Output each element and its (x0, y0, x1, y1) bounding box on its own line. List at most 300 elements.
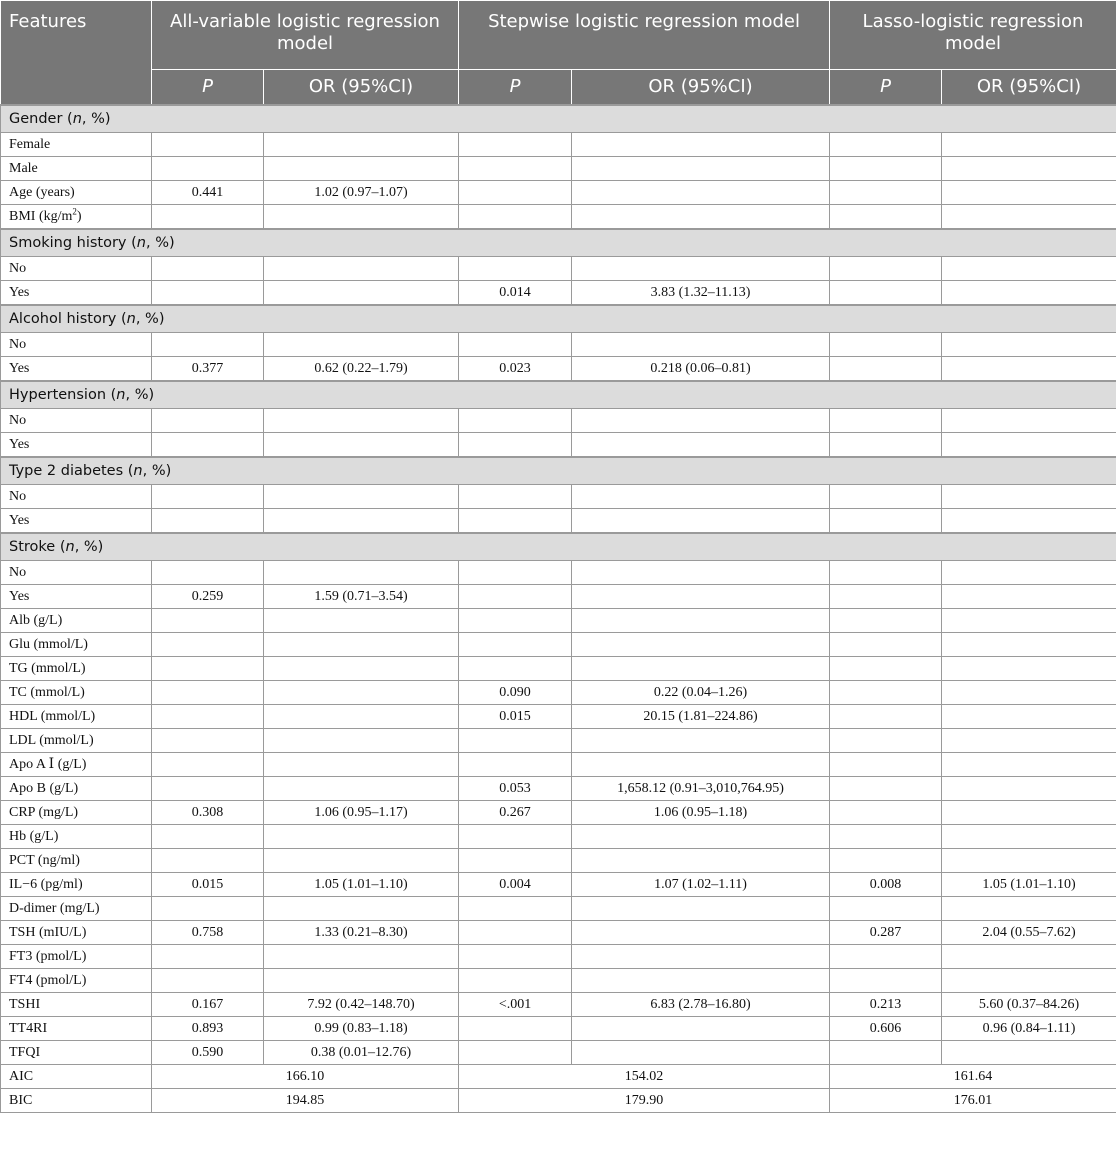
group-header-row (1, 381, 1116, 409)
metric-value-cell: 179.90 (459, 1089, 830, 1113)
p-value-cell (152, 133, 264, 157)
row-label (1, 485, 152, 509)
table-row (1, 873, 1116, 897)
p-value-cell (459, 133, 572, 157)
p-value-cell (830, 729, 942, 753)
row-label-text: Yes (9, 360, 30, 376)
p-value-cell (459, 921, 572, 945)
row-label-text: PCT (ng/ml) (9, 852, 80, 868)
table-row (1, 257, 1116, 281)
or-value-cell (572, 849, 830, 873)
row-label (1, 1065, 152, 1089)
table-row (1, 993, 1116, 1017)
or-header: OR (95%CI) (264, 70, 459, 106)
table-row (1, 633, 1116, 657)
row-label (1, 561, 152, 585)
row-label (1, 921, 152, 945)
p-value-cell (152, 777, 264, 801)
row-label-text: Yes (9, 588, 30, 604)
or-value-cell (264, 633, 459, 657)
or-value-cell: 2.04 (0.55–7.62) (942, 921, 1116, 945)
or-value-cell (264, 485, 459, 509)
row-label (1, 873, 152, 897)
row-label-text: Age (years) (9, 184, 75, 200)
or-value-cell: 1.59 (0.71–3.54) (264, 585, 459, 609)
p-value-cell (152, 433, 264, 458)
group-label (1, 533, 1116, 561)
or-value-cell (942, 133, 1116, 157)
or-value-cell (572, 897, 830, 921)
row-label (1, 729, 152, 753)
row-label-text: Yes (9, 284, 30, 300)
row-label-text: Type 2 diabetes ( (9, 463, 134, 479)
or-value-cell (942, 357, 1116, 382)
p-value-cell (830, 681, 942, 705)
row-label (1, 657, 152, 681)
or-value-cell (572, 433, 830, 458)
row-label (1, 705, 152, 729)
or-value-cell (942, 281, 1116, 306)
table-row (1, 705, 1116, 729)
or-value-cell: 1.33 (0.21–8.30) (264, 921, 459, 945)
p-value-cell (459, 561, 572, 585)
or-value-cell (942, 509, 1116, 534)
table-row (1, 729, 1116, 753)
row-label (1, 433, 152, 458)
p-header-label: P (202, 76, 213, 97)
p-value-cell (459, 945, 572, 969)
p-value-cell: 0.267 (459, 801, 572, 825)
row-label-text: Smoking history ( (9, 235, 137, 251)
row-label (1, 585, 152, 609)
or-value-cell (942, 181, 1116, 205)
table-row (1, 801, 1116, 825)
or-value-cell (264, 753, 459, 777)
p-value-cell: 0.008 (830, 873, 942, 897)
group-header-row (1, 305, 1116, 333)
p-value-cell (152, 825, 264, 849)
or-value-cell (264, 333, 459, 357)
table-row (1, 849, 1116, 873)
table-row (1, 681, 1116, 705)
or-value-cell (942, 485, 1116, 509)
table-row (1, 281, 1116, 306)
or-value-cell (572, 729, 830, 753)
or-value-cell (264, 729, 459, 753)
row-label-text: TSHI (9, 996, 41, 1012)
p-value-cell (152, 945, 264, 969)
or-value-cell (264, 897, 459, 921)
or-value-cell (942, 657, 1116, 681)
or-value-cell (572, 133, 830, 157)
row-label-italic: n (126, 311, 136, 327)
row-label-text: Yes (9, 436, 30, 452)
or-value-cell (264, 205, 459, 230)
or-value-cell (572, 1041, 830, 1065)
or-value-cell (264, 969, 459, 993)
p-value-cell (830, 801, 942, 825)
p-value-cell: 0.287 (830, 921, 942, 945)
row-label-text: BIC (9, 1092, 33, 1108)
p-value-cell (459, 969, 572, 993)
row-label-text: TFQI (9, 1044, 41, 1060)
p-value-cell (459, 433, 572, 458)
row-label (1, 825, 152, 849)
or-value-cell (942, 897, 1116, 921)
group-header-row (1, 105, 1116, 133)
or-value-cell (942, 585, 1116, 609)
p-value-cell (830, 633, 942, 657)
or-value-cell (572, 609, 830, 633)
or-value-cell (572, 333, 830, 357)
row-label-text: No (9, 564, 27, 580)
p-header (830, 70, 942, 106)
table-row (1, 585, 1116, 609)
table-row (1, 945, 1116, 969)
group-label (1, 457, 1116, 485)
row-label-suffix: , %) (145, 235, 175, 251)
or-value-cell (942, 945, 1116, 969)
row-label-italic: n (116, 387, 126, 403)
row-label-text: Male (9, 160, 38, 176)
or-value-cell (572, 561, 830, 585)
p-value-cell: 0.015 (459, 705, 572, 729)
or-value-cell (572, 753, 830, 777)
row-label (1, 181, 152, 205)
p-value-cell (152, 609, 264, 633)
row-label-text: Alcohol history ( (9, 311, 127, 327)
row-label-text: FT3 (pmol/L) (9, 948, 87, 964)
or-value-cell (942, 157, 1116, 181)
row-label-text: Apo A Ⅰ (g/L) (9, 757, 87, 772)
p-value-cell: 0.758 (152, 921, 264, 945)
table-row (1, 897, 1116, 921)
p-value-cell (459, 257, 572, 281)
table-row (1, 181, 1116, 205)
all-variable-model-header: All-variable logistic regression model (152, 1, 459, 70)
row-label-text: LDL (mmol/L) (9, 732, 94, 748)
p-value-cell (459, 409, 572, 433)
or-value-cell: 1.06 (0.95–1.18) (572, 801, 830, 825)
p-value-cell: 0.259 (152, 585, 264, 609)
p-value-cell (459, 633, 572, 657)
p-value-cell: 0.014 (459, 281, 572, 306)
p-value-cell (830, 753, 942, 777)
p-value-cell: <.001 (459, 993, 572, 1017)
row-label-text: Yes (9, 512, 30, 528)
table-row (1, 333, 1116, 357)
or-value-cell (572, 205, 830, 230)
or-value-cell (572, 657, 830, 681)
row-label (1, 897, 152, 921)
or-value-cell (942, 633, 1116, 657)
or-value-cell: 0.38 (0.01–12.76) (264, 1041, 459, 1065)
row-label-text: FT4 (pmol/L) (9, 972, 87, 988)
p-header (152, 70, 264, 106)
or-value-cell: 1.02 (0.97–1.07) (264, 181, 459, 205)
p-value-cell (830, 945, 942, 969)
group-label (1, 305, 1116, 333)
or-value-cell (572, 509, 830, 534)
row-label-text: No (9, 260, 27, 276)
or-value-cell (942, 801, 1116, 825)
or-value-cell (264, 281, 459, 306)
row-label-text: Female (9, 136, 51, 152)
or-value-cell (942, 1041, 1116, 1065)
row-label (1, 409, 152, 433)
p-value-cell (459, 897, 572, 921)
or-header: OR (95%CI) (572, 70, 830, 106)
or-value-cell (264, 257, 459, 281)
or-value-cell: 0.218 (0.06–0.81) (572, 357, 830, 382)
row-label-text: No (9, 488, 27, 504)
group-header-row (1, 533, 1116, 561)
metric-row (1, 1065, 1116, 1089)
or-value-cell: 0.62 (0.22–1.79) (264, 357, 459, 382)
metric-value-cell: 166.10 (152, 1065, 459, 1089)
row-label-text: No (9, 336, 27, 352)
p-value-cell (830, 257, 942, 281)
or-value-cell (264, 777, 459, 801)
or-value-cell (942, 825, 1116, 849)
metric-row (1, 1089, 1116, 1113)
p-value-cell: 0.606 (830, 1017, 942, 1041)
row-label-text: No (9, 412, 27, 428)
table-header (1, 1, 1116, 106)
p-value-cell (152, 849, 264, 873)
metric-value-cell: 194.85 (152, 1089, 459, 1113)
p-value-cell (830, 205, 942, 230)
p-value-cell: 0.015 (152, 873, 264, 897)
or-value-cell (264, 825, 459, 849)
row-label-text: TC (mmol/L) (9, 684, 85, 700)
row-label-text: Apo B (g/L) (9, 780, 79, 796)
or-value-cell (264, 133, 459, 157)
p-value-cell (152, 409, 264, 433)
p-value-cell (459, 181, 572, 205)
or-value-cell (572, 257, 830, 281)
row-label-italic: n (72, 111, 82, 127)
table-row (1, 921, 1116, 945)
p-value-cell (830, 585, 942, 609)
or-value-cell (942, 849, 1116, 873)
p-value-cell (459, 485, 572, 509)
table-row (1, 1041, 1116, 1065)
p-value-cell (152, 753, 264, 777)
row-label-suffix: , %) (74, 539, 104, 555)
p-value-cell (152, 157, 264, 181)
p-value-cell: 0.023 (459, 357, 572, 382)
p-value-cell (152, 205, 264, 230)
or-value-cell (942, 681, 1116, 705)
or-value-cell (264, 945, 459, 969)
or-value-cell (264, 433, 459, 458)
or-value-cell: 3.83 (1.32–11.13) (572, 281, 830, 306)
row-label (1, 777, 152, 801)
p-value-cell (152, 561, 264, 585)
p-value-cell: 0.590 (152, 1041, 264, 1065)
or-value-cell (942, 609, 1116, 633)
row-label-text: AIC (9, 1068, 34, 1084)
table-row (1, 409, 1116, 433)
p-value-cell (152, 705, 264, 729)
or-value-cell: 5.60 (0.37–84.26) (942, 993, 1116, 1017)
p-value-cell: 0.308 (152, 801, 264, 825)
or-value-cell (572, 181, 830, 205)
p-value-cell: 0.053 (459, 777, 572, 801)
metric-value-cell: 161.64 (830, 1065, 1116, 1089)
or-value-cell (942, 205, 1116, 230)
row-label (1, 969, 152, 993)
row-label-italic: n (133, 463, 143, 479)
or-value-cell: 6.83 (2.78–16.80) (572, 993, 830, 1017)
or-value-cell (572, 409, 830, 433)
row-label (1, 993, 152, 1017)
table-row (1, 753, 1116, 777)
p-value-cell (830, 333, 942, 357)
table-row (1, 433, 1116, 458)
or-value-cell (264, 657, 459, 681)
table-row (1, 357, 1116, 382)
row-label-italic: n (136, 235, 146, 251)
table-body (1, 105, 1116, 1113)
row-label (1, 281, 152, 306)
p-value-cell (830, 777, 942, 801)
p-value-cell (152, 969, 264, 993)
p-value-cell: 0.213 (830, 993, 942, 1017)
table-row (1, 561, 1116, 585)
row-label-text: Alb (g/L) (9, 612, 63, 628)
or-value-cell: 0.96 (0.84–1.11) (942, 1017, 1116, 1041)
row-label (1, 609, 152, 633)
or-value-cell (572, 485, 830, 509)
row-label (1, 849, 152, 873)
group-header-row (1, 229, 1116, 257)
row-label-text: IL−6 (pg/ml) (9, 876, 83, 892)
row-label-suffix: , %) (135, 311, 165, 327)
p-value-cell (459, 509, 572, 534)
row-label-text: Glu (mmol/L) (9, 636, 88, 652)
p-value-cell (152, 281, 264, 306)
or-value-cell (264, 609, 459, 633)
row-label-suffix: ) (76, 208, 82, 224)
or-value-cell (264, 561, 459, 585)
row-label (1, 945, 152, 969)
row-label-text: TG (mmol/L) (9, 660, 86, 676)
p-value-cell (830, 657, 942, 681)
or-value-cell: 7.92 (0.42–148.70) (264, 993, 459, 1017)
p-value-cell (830, 409, 942, 433)
row-label (1, 133, 152, 157)
p-value-cell (459, 657, 572, 681)
row-label-text: CRP (mg/L) (9, 804, 79, 820)
or-value-cell (264, 509, 459, 534)
p-value-cell (152, 729, 264, 753)
metric-value-cell: 176.01 (830, 1089, 1116, 1113)
table-row (1, 609, 1116, 633)
table-row (1, 657, 1116, 681)
p-header-label: P (509, 76, 521, 97)
or-value-cell: 20.15 (1.81–224.86) (572, 705, 830, 729)
p-value-cell (459, 157, 572, 181)
row-label-superscript: 2 (72, 205, 77, 216)
or-value-cell (572, 945, 830, 969)
p-value-cell (459, 585, 572, 609)
p-value-cell (152, 257, 264, 281)
table-row (1, 825, 1116, 849)
p-value-cell (152, 657, 264, 681)
or-value-cell: 1.05 (1.01–1.10) (942, 873, 1116, 897)
p-value-cell: 0.441 (152, 181, 264, 205)
row-label (1, 1017, 152, 1041)
or-value-cell (572, 921, 830, 945)
table-row (1, 1017, 1116, 1041)
p-value-cell (830, 1041, 942, 1065)
or-value-cell (942, 561, 1116, 585)
row-label-text: TSH (mIU/L) (9, 924, 87, 940)
group-label (1, 105, 1116, 133)
p-value-cell: 0.004 (459, 873, 572, 897)
p-value-cell: 0.893 (152, 1017, 264, 1041)
or-value-cell (264, 681, 459, 705)
table-row (1, 969, 1116, 993)
p-value-cell (459, 1017, 572, 1041)
p-value-cell: 0.167 (152, 993, 264, 1017)
or-header: OR (95%CI) (942, 70, 1116, 106)
p-header-label: P (880, 76, 891, 97)
p-value-cell (830, 357, 942, 382)
p-value-cell (459, 825, 572, 849)
p-value-cell (830, 433, 942, 458)
p-value-cell (152, 681, 264, 705)
row-label-italic: n (65, 539, 75, 555)
or-value-cell (264, 409, 459, 433)
row-label (1, 205, 152, 230)
or-value-cell (572, 585, 830, 609)
table-row (1, 777, 1116, 801)
row-label-text: D-dimer (mg/L) (9, 900, 100, 916)
table-row (1, 133, 1116, 157)
p-value-cell: 0.377 (152, 357, 264, 382)
or-value-cell (572, 157, 830, 181)
row-label (1, 157, 152, 181)
table-row (1, 509, 1116, 534)
or-value-cell (264, 157, 459, 181)
group-label (1, 381, 1116, 409)
p-header (459, 70, 572, 106)
group-header-row (1, 457, 1116, 485)
p-value-cell (830, 825, 942, 849)
or-value-cell: 1.07 (1.02–1.11) (572, 873, 830, 897)
row-label (1, 633, 152, 657)
p-value-cell (830, 609, 942, 633)
row-label (1, 681, 152, 705)
or-value-cell (264, 705, 459, 729)
or-value-cell: 1.05 (1.01–1.10) (264, 873, 459, 897)
table-row (1, 157, 1116, 181)
row-label-text: HDL (mmol/L) (9, 708, 96, 724)
table-row (1, 205, 1116, 230)
or-value-cell: 0.22 (0.04–1.26) (572, 681, 830, 705)
lasso-model-header: Lasso-logistic regression model (830, 1, 1116, 70)
row-label-text: Hypertension ( (9, 387, 117, 403)
p-value-cell (459, 205, 572, 230)
or-value-cell (572, 969, 830, 993)
row-label (1, 801, 152, 825)
p-value-cell (830, 509, 942, 534)
group-label (1, 229, 1116, 257)
or-value-cell: 1.06 (0.95–1.17) (264, 801, 459, 825)
